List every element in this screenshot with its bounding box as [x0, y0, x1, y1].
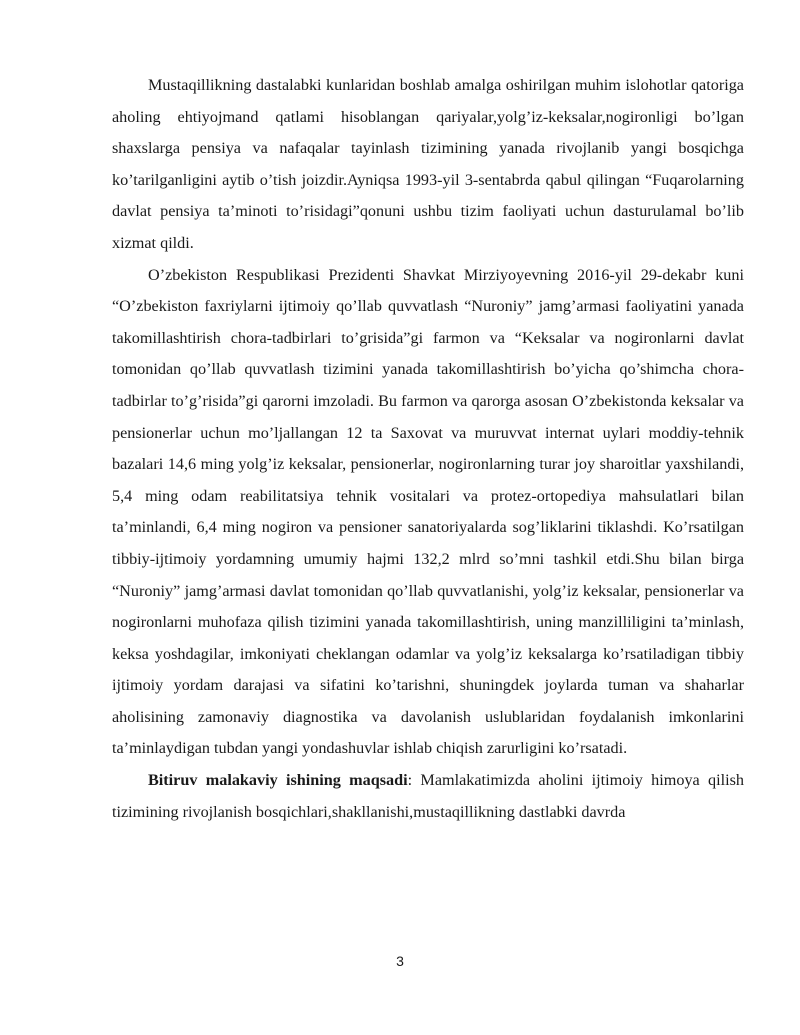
document-body — [112, 70, 744, 828]
paragraph-2-text: O’zbekiston Respublikasi Prezidenti Shavkat Mirziyoyevning 2016-yil 29-dekabr kuni “O’zbekiston faxriylarni ijtimoiy qo’llab quvvatlash “Nuroniy” jamg’armasi faoliyatini yanada takomillashtirish chora-tadbirlari to’grisida”gi farmon va “Keksalar va nogironlarni davlat tomonidan qo’llab quvvatlash tizimini yanada takomillashtirish bo’yicha qo’shimcha chora-tadbirlar to’g’risida”gi qarorni imzoladi. Bu farmon va qarorga asosan O’zbekistonda keksalar va pensionerlar uchun mo’ljallangan 12 ta Saxovat va muruvvat internat uylari moddiy-tehnik bazalari 14,6 ming yolg’iz keksalar, pensionerlar, nogironlarning turar joy sharoitlar yaxshilandi, 5,4 ming odam reabilitatsiya tehnik vositalari va protez-ortopediya mahsulatlari bilan ta’minlandi, 6,4 ming nogiron va pensioner sanatoriyalarda sog’liklarini tiklashdi. Ko’rsatilgan tibbiy-ijtimoiy yordamning umumiy hajmi 132,2 mlrd so’mni tashkil etdi.Shu bilan birga “Nuroniy” jamg’armasi davlat tomonidan qo’llab quvvatlanishi, yolg’iz keksalar, pensionerlar va nogironlarni muhofaza qilish tizimini yanada takomillashtirish, uning manzilliligini ta’minlash, keksa yoshdagilar, imkoniyati cheklangan odamlar va yolg’iz keksalarga ko’rsatiladigan tibbiy ijtimoiy yordam darajasi va sifatini ko’tarishni, shuningdek joylarda tuman va shaharlar aholisining zamonaviy diagnostika va davolanish uslublaridan foydalanish imkonlarini ta’minlaydigan tubdan yangi yondashuvlar ishlab chiqish zarurligini ko’rsatadi. — [112, 265, 744, 758]
paragraph-1 — [112, 70, 744, 260]
paragraph-3 — [112, 765, 744, 828]
paragraph-3-bold-lead: Bitiruv malakaviy ishining maqsadi — [148, 771, 408, 790]
page-number: 3 — [396, 953, 404, 969]
paragraph-2 — [112, 260, 744, 766]
paragraph-1-text: Mustaqillikning dastalabki kunlaridan boshlab amalga oshirilgan muhim islohotlar qatoriga aholing ehtiyojmand qatlami hisoblangan qariyalar,yolg’iz-keksalar,nogironligi bo’lgan shaxslarga pensiya va nafaqalar tayinlash tizimining yanada rivojlanib yangi bosqichga ko’tarilganligini aytib o’tish joizdir.Ayniqsa 1993-yil 3-sentabrda qabul qilingan “Fuqarolarning davlat pensiya ta’minoti to’risidagi”qonuni ushbu tizim faoliyati uchun dasturulamal bo’lib xizmat qildi. — [112, 76, 744, 252]
paragraph-3-text: : Mamlakatimizda aholini ijtimoiy himoya qilish tizimining rivojlanish bosqichlari,shakllanishi,mustaqillikning dastlabki davrda — [112, 771, 744, 821]
